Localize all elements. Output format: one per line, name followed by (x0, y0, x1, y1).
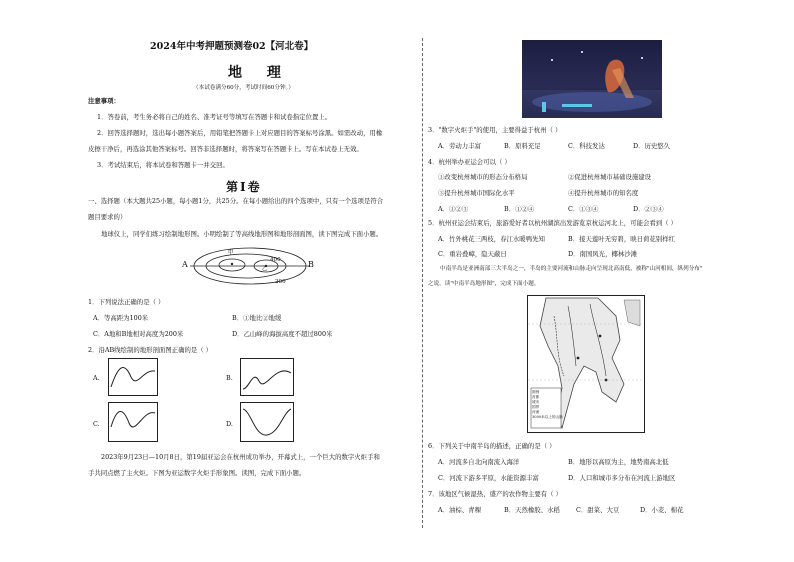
q5-option-b[interactable]: B．接天莲叶无穷碧，映日荷花别样红 (568, 235, 675, 243)
q4-option-a[interactable]: A．①②③ (438, 205, 469, 213)
legend-item: 国界 (532, 405, 540, 409)
q4-item: ②促进杭州城市基础设施建设 (568, 173, 652, 181)
section-instructions: 一、选择题（本大题共25小题，每小题1分，共25分。在每小题给出的四个选项中，只有一个选项是符合 (88, 197, 384, 205)
peak-label: 乙 (262, 266, 268, 272)
map-point-a: A (182, 260, 188, 269)
map-legend (532, 390, 563, 420)
q3-stem: 3．"数字火炬手"的使用，主要得益于杭州（ ） (428, 126, 562, 134)
q5-option-a[interactable]: A．竹外桃花三两枝，春江水暖鸭先知 (438, 235, 545, 243)
q7-option-c[interactable]: C．甜菜、大豆 (576, 506, 620, 514)
q6-stem: 6．下列关于中南半岛的描述，正确的是（ ） (428, 442, 556, 450)
notice-item: 皮擦干净后，再选涂其他答案标号。回答非选择题时，将答案写在答题卡上。写在本试卷上无效。 (88, 145, 363, 153)
q3-option-a[interactable]: A．劳动力丰富 (438, 142, 481, 150)
digital-torchbearer-photo (522, 40, 662, 118)
contour-map (180, 244, 320, 290)
q6-option-a[interactable]: A．河流多自北向南流入海洋 (438, 458, 520, 466)
q4-option-d[interactable]: D．②③④ (633, 205, 664, 213)
q3-option-d[interactable]: D．历史悠久 (633, 142, 671, 150)
q4-option-b[interactable]: B．①②④ (504, 205, 535, 213)
q2-option-a[interactable]: A. (93, 374, 100, 382)
legend-title: 图例 (532, 390, 540, 394)
q1-stem: 1．下列说法正确的是（ ） (88, 298, 165, 306)
legend-item: 城市 (532, 400, 540, 404)
legend-item: 河流 (532, 410, 540, 414)
q7-stem: 7．该地区气候湿热，盛产的农作物主要有（ ） (428, 490, 562, 498)
q6-option-c[interactable]: C．河流下游多平原，水能资源丰富 (438, 474, 539, 482)
section-title: 第Ⅰ卷 (226, 180, 262, 194)
q4-option-c[interactable]: C．①③④ (568, 205, 599, 213)
q4-item: ④提升杭州城市的知名度 (568, 189, 639, 197)
q2-profile-d[interactable] (240, 402, 294, 442)
notice-heading: 注意事项： (88, 97, 120, 105)
q2-option-b[interactable]: B. (226, 374, 233, 382)
q2-profile-b[interactable] (240, 358, 294, 396)
map-intro: 地球仪上，同学们练习绘制地形图。小明绘制了等高线地形图和地形剖面图，读下图完成下面小题。 (101, 230, 383, 238)
q2-option-d[interactable]: D. (226, 420, 233, 428)
indochina-intro: 之说。读"中南半岛地形图"，完成下面小题。 (428, 281, 540, 287)
q7-option-d[interactable]: D．小麦、棉花 (640, 506, 684, 514)
q5-stem: 5．杭州亚运会结束后，旅游爱好者以杭州湖滨出发游览京杭运河北上，可能会看到（ ） (428, 219, 677, 227)
q1-option-c[interactable]: C．A地和B地相对高度为200米 (93, 330, 184, 338)
q4-item: ①改变杭州城市的形态分布格局 (438, 173, 528, 181)
legend-item: 3000米以上的山脉 (532, 415, 563, 419)
peak-label: 甲 (228, 250, 234, 256)
q1-option-a[interactable]: A．等高距为100米 (93, 314, 149, 322)
notice-item: 3．考试结束后，将本试卷和答题卡一并交回。 (97, 161, 229, 169)
q3-option-b[interactable]: B．原料充足 (504, 142, 541, 150)
q4-item: ③提升杭州城市国际化水平 (438, 189, 515, 197)
q5-option-d[interactable]: D．南国风光，椰林沙滩 (568, 250, 638, 258)
q2-profile-c[interactable] (108, 402, 158, 442)
q1-option-b[interactable]: B．①地比②地缓 (232, 314, 282, 322)
column-divider (422, 38, 423, 528)
legend-item: 首都 (532, 395, 540, 399)
q3-option-c[interactable]: C．科技发达 (568, 142, 605, 150)
q7-option-b[interactable]: B．天然橡胶、水稻 (504, 506, 560, 514)
exam-title: 2024年中考押题预测卷02【河北卷】 (150, 41, 314, 52)
asian-games-intro: 手共同点燃了主火炬。下图为亚运数字火炬手形象图。读图，完成下面小题。 (88, 469, 306, 477)
map-point-b: B (308, 260, 314, 269)
contour-value: 400 (270, 257, 281, 263)
section-instructions: 题目要求的） (88, 213, 127, 221)
q6-option-d[interactable]: D．人口和城市多分布在河流上游地区 (568, 474, 676, 482)
q5-option-c[interactable]: C．重岩叠嶂，隐天蔽日 (438, 250, 507, 258)
q2-profile-a[interactable] (108, 358, 158, 396)
notice-item: 2．回答选择题时，选出每小题答案后，用铅笔把答题卡上对应题目的答案标号涂黑。如需改动，用橡 (97, 129, 383, 137)
contour-value: 200 (275, 279, 286, 285)
q7-option-a[interactable]: A．油棕、青稞 (438, 506, 481, 514)
q6-option-b[interactable]: B．地形以高原为主，地势南高北低 (568, 458, 669, 466)
indochina-intro: 中南半岛是亚洲南部三大半岛之一，半岛的主要河流和山脉走向呈现北高南低，被称"山河相间，纵列分布" (440, 266, 703, 272)
subject-title: 地 理 (228, 65, 291, 81)
q1-option-d[interactable]: D．乙山峰的海拔高度不超过800米 (232, 330, 333, 338)
q4-stem: 4．杭州举办亚运会可以（ ） (428, 158, 511, 166)
q2-stem: 2．沿AB线绘制的地形剖面图正确的是（ ） (88, 346, 213, 354)
notice-item: 1．答卷前，考生务必将自己的姓名、准考证号等填写在答题卡和试卷指定位置上。 (97, 113, 332, 121)
exam-note: （本试卷满分60分，考试时间60分钟。） (193, 85, 294, 91)
asian-games-intro: 2023年9月23日—10月8日，第19届亚运会在杭州成功举办，开幕式上，一个巨大的数字火炬手和 (101, 453, 380, 461)
q2-option-c[interactable]: C. (93, 420, 100, 428)
